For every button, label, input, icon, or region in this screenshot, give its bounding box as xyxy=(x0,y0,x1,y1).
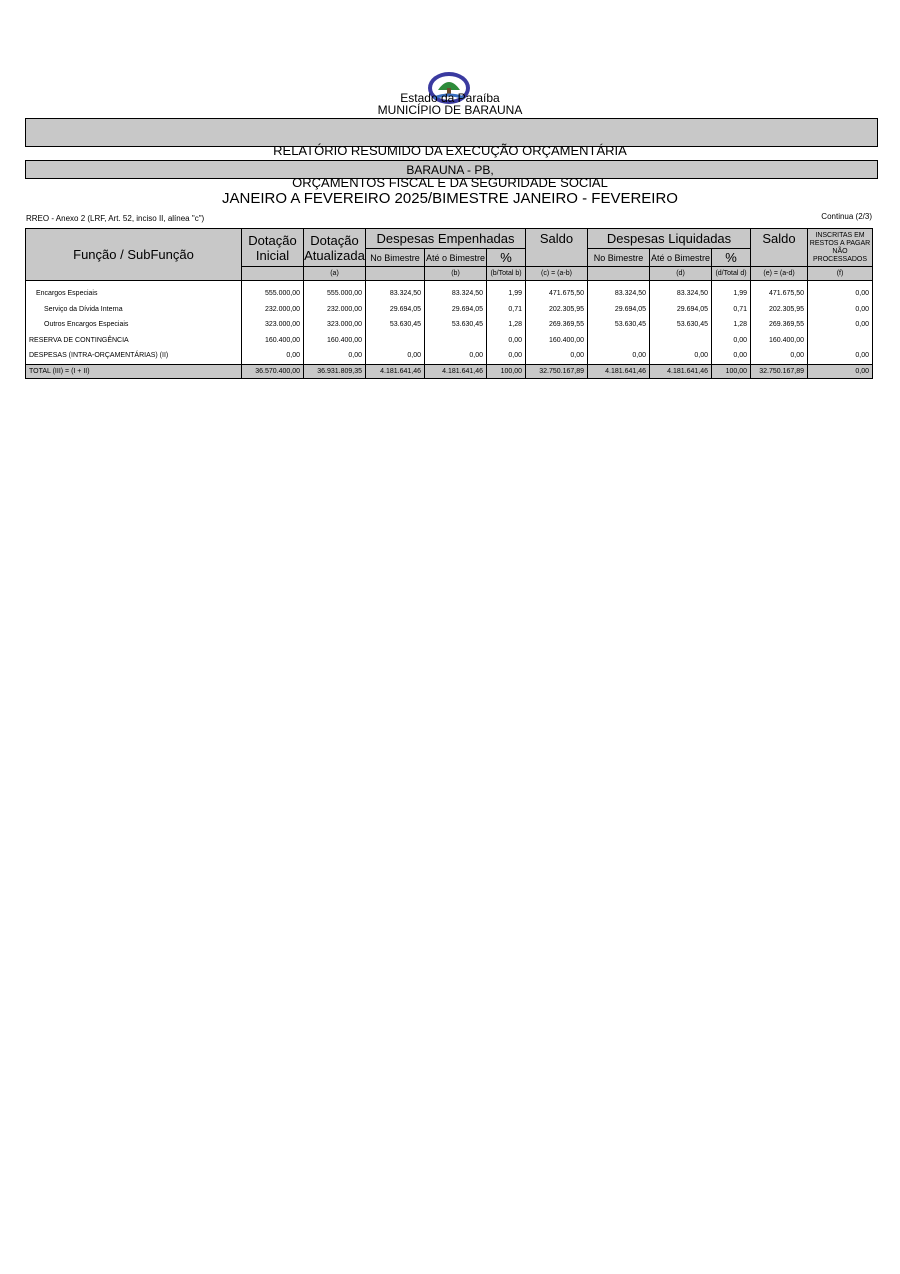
cell-inscritas xyxy=(808,333,873,349)
header-no-bimestre-emp: No Bimestre xyxy=(366,249,425,267)
header-ate-bimestre-emp: Até o Bimestre xyxy=(425,249,487,267)
cell-saldo-c: 202.305,95 xyxy=(526,302,588,318)
cell-emp-ate-bimestre xyxy=(425,333,487,349)
header-despesas-empenhadas: Despesas Empenhadas xyxy=(366,229,526,249)
report-subtitle: ORÇAMENTOS FISCAL E DA SEGURIDADE SOCIAL xyxy=(292,175,608,190)
state-name: Estado da Paraíba xyxy=(400,91,500,105)
total-liq-ate-bimestre: 4.181.641,46 xyxy=(650,364,712,378)
cell-liq-ate-bimestre: 29.694,05 xyxy=(650,302,712,318)
header-code-btotal: (b/Total b) xyxy=(487,267,526,281)
cell-liq-no-bimestre xyxy=(588,333,650,349)
cell-emp-ate-bimestre: 0,00 xyxy=(425,348,487,364)
header-pct-liq: % xyxy=(712,249,751,267)
table-row-total xyxy=(26,364,873,378)
table-row xyxy=(26,348,873,364)
header-funcao: Função / SubFunção xyxy=(26,229,242,281)
cell-saldo-e: 269.369,55 xyxy=(751,317,808,333)
table-row xyxy=(26,317,873,333)
report-title: RELATÓRIO RESUMIDO DA EXECUÇÃO ORÇAMENTÁRIA xyxy=(273,143,627,158)
cell-saldo-e: 0,00 xyxy=(751,348,808,364)
cell-saldo-c: 471.675,50 xyxy=(526,286,588,302)
header-dotacao-inicial: Dotação Inicial xyxy=(242,229,304,267)
header-code-blank2 xyxy=(366,267,425,281)
cell-liq-pct: 0,00 xyxy=(712,333,751,349)
row-label: Encargos Especiais xyxy=(26,286,242,302)
cell-emp-pct: 1,99 xyxy=(487,286,526,302)
cell-liq-no-bimestre: 53.630,45 xyxy=(588,317,650,333)
cell-dotacao-atualizada: 0,00 xyxy=(304,348,366,364)
total-saldo-e: 32.750.167,89 xyxy=(751,364,808,378)
cell-saldo-e: 202.305,95 xyxy=(751,302,808,318)
cell-saldo-c: 0,00 xyxy=(526,348,588,364)
cell-inscritas: 0,00 xyxy=(808,317,873,333)
row-label: Outros Encargos Especiais xyxy=(26,317,242,333)
cell-emp-no-bimestre: 0,00 xyxy=(366,348,425,364)
cell-dotacao-inicial: 232.000,00 xyxy=(242,302,304,318)
cell-emp-no-bimestre: 29.694,05 xyxy=(366,302,425,318)
total-emp-pct: 100,00 xyxy=(487,364,526,378)
total-emp-ate-bimestre: 4.181.641,46 xyxy=(425,364,487,378)
row-label: RESERVA DE CONTINGÊNCIA xyxy=(26,333,242,349)
report-period: JANEIRO A FEVEREIRO 2025/BIMESTRE JANEIRO - FEVEREIRO xyxy=(222,190,678,207)
cell-liq-no-bimestre: 83.324,50 xyxy=(588,286,650,302)
cell-liq-ate-bimestre xyxy=(650,333,712,349)
cell-liq-ate-bimestre: 83.324,50 xyxy=(650,286,712,302)
header-ate-bimestre-liq: Até o Bimestre xyxy=(650,249,712,267)
cell-emp-no-bimestre xyxy=(366,333,425,349)
total-dotacao-inicial: 36.570.400,00 xyxy=(242,364,304,378)
header-code-blank1 xyxy=(242,267,304,281)
row-label: DESPESAS (INTRA-ORÇAMENTÁRIAS) (II) xyxy=(26,348,242,364)
cell-liq-no-bimestre: 0,00 xyxy=(588,348,650,364)
cell-emp-pct: 1,28 xyxy=(487,317,526,333)
budget-execution-table xyxy=(25,228,873,379)
header-despesas-liquidadas: Despesas Liquidadas xyxy=(588,229,751,249)
cell-emp-ate-bimestre: 83.324,50 xyxy=(425,286,487,302)
cell-saldo-e: 471.675,50 xyxy=(751,286,808,302)
cell-dotacao-inicial: 0,00 xyxy=(242,348,304,364)
cell-emp-pct: 0,00 xyxy=(487,333,526,349)
cell-emp-ate-bimestre: 29.694,05 xyxy=(425,302,487,318)
cell-liq-no-bimestre: 29.694,05 xyxy=(588,302,650,318)
total-emp-no-bimestre: 4.181.641,46 xyxy=(366,364,425,378)
cell-inscritas: 0,00 xyxy=(808,302,873,318)
total-label: TOTAL (III) = (I + II) xyxy=(26,364,242,378)
cell-liq-ate-bimestre: 0,00 xyxy=(650,348,712,364)
header-code-b: (b) xyxy=(425,267,487,281)
cell-liq-pct: 0,71 xyxy=(712,302,751,318)
header-pct-emp: % xyxy=(487,249,526,267)
municipality-name: MUNICÍPIO DE BARAUNA xyxy=(377,103,523,117)
header-saldo-liquidadas: Saldo xyxy=(751,229,808,267)
cell-saldo-c: 160.400,00 xyxy=(526,333,588,349)
header-inscritas-restos: INSCRITAS EM RESTOS A PAGAR NÃO PROCESSADOS xyxy=(808,229,873,267)
cell-liq-ate-bimestre: 53.630,45 xyxy=(650,317,712,333)
cell-saldo-c: 269.369,55 xyxy=(526,317,588,333)
header-saldo-empenhadas: Saldo xyxy=(526,229,588,267)
cell-emp-no-bimestre: 83.324,50 xyxy=(366,286,425,302)
page-continuation: Continua (2/3) xyxy=(821,212,872,221)
city-name: BARAUNA - PB, xyxy=(406,163,494,177)
total-inscritas: 0,00 xyxy=(808,364,873,378)
header-code-a: (a) xyxy=(304,267,366,281)
cell-dotacao-inicial: 323.000,00 xyxy=(242,317,304,333)
header-code-blank3 xyxy=(588,267,650,281)
header-no-bimestre-liq: No Bimestre xyxy=(588,249,650,267)
cell-saldo-e: 160.400,00 xyxy=(751,333,808,349)
table-row xyxy=(26,286,873,302)
cell-liq-pct: 0,00 xyxy=(712,348,751,364)
cell-dotacao-atualizada: 160.400,00 xyxy=(304,333,366,349)
cell-emp-pct: 0,00 xyxy=(487,348,526,364)
table-row xyxy=(26,302,873,318)
total-liq-pct: 100,00 xyxy=(712,364,751,378)
cell-dotacao-atualizada: 323.000,00 xyxy=(304,317,366,333)
header-code-c: (c) = (a-b) xyxy=(526,267,588,281)
total-liq-no-bimestre: 4.181.641,46 xyxy=(588,364,650,378)
cell-inscritas: 0,00 xyxy=(808,286,873,302)
total-saldo-c: 32.750.167,89 xyxy=(526,364,588,378)
cell-dotacao-inicial: 555.000,00 xyxy=(242,286,304,302)
cell-emp-ate-bimestre: 53.630,45 xyxy=(425,317,487,333)
cell-dotacao-atualizada: 555.000,00 xyxy=(304,286,366,302)
row-label: Serviço da Dívida Interna xyxy=(26,302,242,318)
cell-inscritas: 0,00 xyxy=(808,348,873,364)
cell-emp-pct: 0,71 xyxy=(487,302,526,318)
annex-reference: RREO - Anexo 2 (LRF, Art. 52, inciso II, alínea "c") xyxy=(26,214,205,223)
cell-liq-pct: 1,99 xyxy=(712,286,751,302)
header-code-e: (e) = (a-d) xyxy=(751,267,808,281)
table-row xyxy=(26,333,873,349)
cell-emp-no-bimestre: 53.630,45 xyxy=(366,317,425,333)
header-dotacao-atualizada: Dotação Atualizada xyxy=(304,229,366,267)
cell-liq-pct: 1,28 xyxy=(712,317,751,333)
cell-dotacao-atualizada: 232.000,00 xyxy=(304,302,366,318)
header-code-f: (f) xyxy=(808,267,873,281)
header-code-dtotal: (d/Total d) xyxy=(712,267,751,281)
cell-dotacao-inicial: 160.400,00 xyxy=(242,333,304,349)
header-code-d: (d) xyxy=(650,267,712,281)
total-dotacao-atualizada: 36.931.809,35 xyxy=(304,364,366,378)
